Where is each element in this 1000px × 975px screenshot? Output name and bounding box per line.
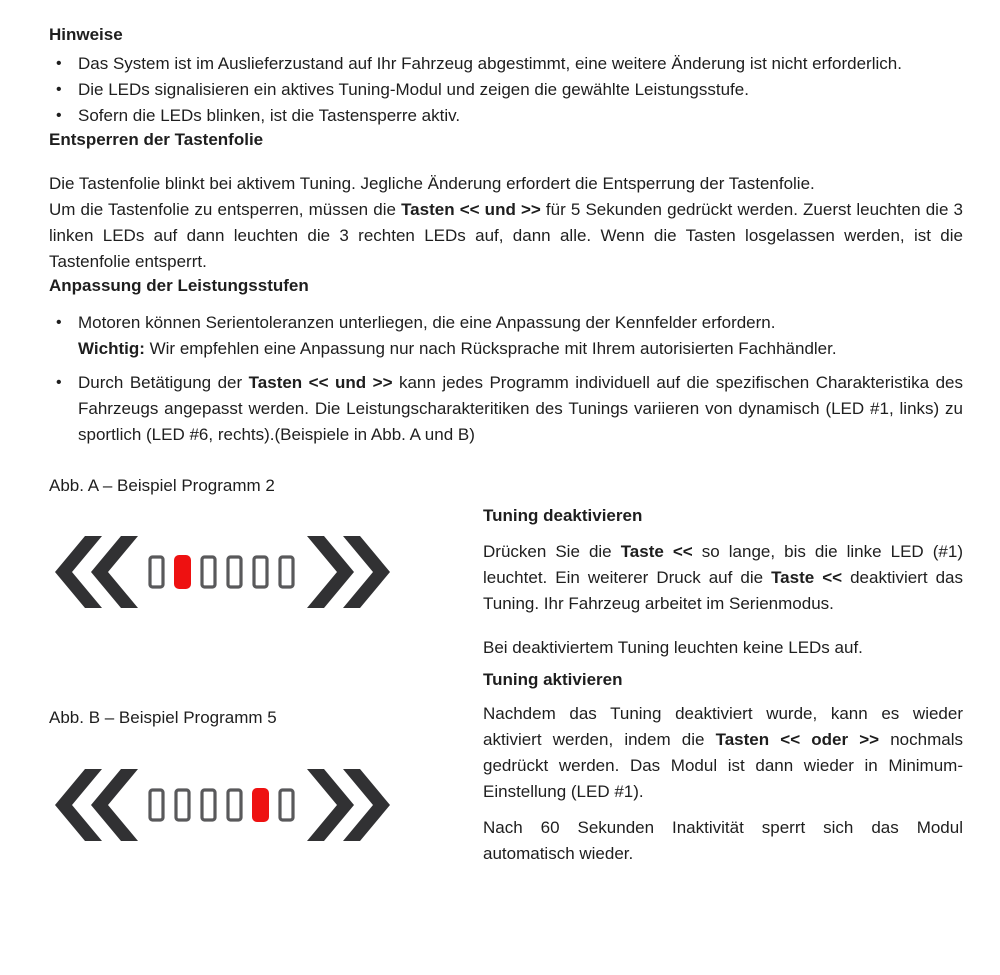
examples-area <box>49 473 963 867</box>
list-item: • Durch Betätigung der Tasten << und >> kann jedes Programm individuell auf die spezifischen Charakteristika des Fahrzeugs angepasst werden. Die Leistungscharakteritiken des Tunings variieren von dynamisch (LED #1, links) zu sportlich (LED #6, rechts).(Beispiele in Abb. A und B) <box>49 370 963 448</box>
list-item: • Die LEDs signalisieren ein aktives Tuning-Modul und zeigen die gewählte Leistungsstufe. <box>49 77 963 103</box>
led-strip <box>150 788 293 822</box>
tuning-activate-title: Tuning aktivieren <box>483 670 623 689</box>
document-content <box>49 0 963 867</box>
led-off <box>202 790 215 820</box>
list-item <box>49 310 963 362</box>
led-on <box>174 555 191 589</box>
tuning-activate-note: Nach 60 Sekunden Inaktivität sperrt sich das Modul automatisch wieder. <box>483 818 963 863</box>
led-off <box>228 557 241 587</box>
figure-a-label: Abb. A – Beispiel Programm 2 <box>49 476 275 495</box>
entsperren-paragraph-2: Um die Tastenfolie zu entsperren, müssen die Tasten << und >> für 5 Sekunden gedrückt werden. Zuerst leuchten die 3 linken LEDs auf dann leuchten die 3 rechten LEDs auf, dann alle. Wenn die Tasten losgelassen werden, ist die Tastenfolie entsperrt. <box>49 200 963 271</box>
tuning-deactivate-paragraph: Drücken Sie die Taste << so lange, bis die linke LED (#1) leuchtet. Ein weiterer Druck auf die Taste << deaktiviert das Tuning. Ihr Fahrzeug arbeitet im Serienmodus. <box>483 542 963 613</box>
led-off <box>202 557 215 587</box>
led-module-b <box>55 767 390 843</box>
left-chevrons-icon <box>55 536 138 608</box>
led-strip <box>150 555 293 589</box>
left-chevrons-icon <box>55 769 138 841</box>
bullet-line-1: • Motoren können Serientoleranzen unterliegen, die eine Anpassung der Kennfelder erfordern. <box>78 313 776 332</box>
right-chevrons-icon <box>307 536 390 608</box>
tuning-column <box>483 505 963 885</box>
led-off <box>280 557 293 587</box>
list-item: • Das System ist im Auslieferzustand auf Ihr Fahrzeug abgestimmt, eine weitere Änderung ist nicht erforderlich. <box>49 51 963 77</box>
figure-b-label: Abb. B – Beispiel Programm 5 <box>49 708 277 727</box>
led-module-a <box>55 534 390 610</box>
led-off <box>150 790 163 820</box>
tuning-deactivate-title: Tuning deaktivieren <box>483 506 643 525</box>
section-title-entsperren: Entsperren der Tastenfolie <box>49 130 264 149</box>
bullet-line-2: Wichtig: Wir empfehlen eine Anpassung nur nach Rücksprache mit Ihrem autorisierten Fachhändler. <box>78 339 837 358</box>
led-off <box>150 557 163 587</box>
hinweise-bullet-list <box>49 51 963 129</box>
figures-column <box>49 473 483 843</box>
list-item: • Sofern die LEDs blinken, ist die Tastensperre aktiv. <box>49 103 963 129</box>
tuning-activate-paragraph: Nachdem das Tuning deaktiviert wurde, kann es wieder aktiviert werden, indem die Tasten << oder >> nochmals gedrückt werden. Das Modul ist dann wieder in Minimum-Einstellung (LED #1). <box>483 704 963 801</box>
right-chevrons-icon <box>307 769 390 841</box>
led-off <box>280 790 293 820</box>
section-title-hinweise: Hinweise <box>49 25 123 44</box>
anpassung-bullet-list <box>49 310 963 448</box>
section-title-anpassung: Anpassung der Leistungsstufen <box>49 276 309 295</box>
led-off <box>228 790 241 820</box>
tuning-deactivate-note: Bei deaktiviertem Tuning leuchten keine LEDs auf. <box>483 638 863 657</box>
entsperren-paragraph-1: Die Tastenfolie blinkt bei aktivem Tuning. Jegliche Änderung erfordert die Entsperrung der Tastenfolie. <box>49 174 815 193</box>
led-off <box>176 790 189 820</box>
led-off <box>254 557 267 587</box>
led-on <box>252 788 269 822</box>
